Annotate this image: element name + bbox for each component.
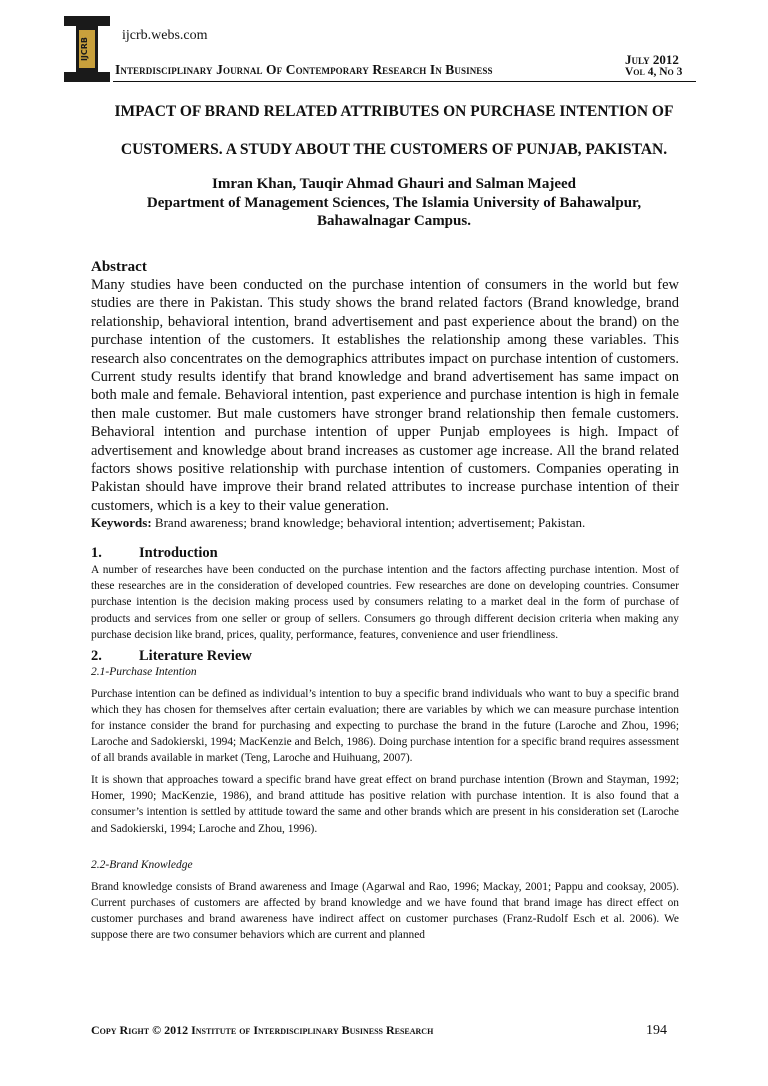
purchase-intention-paragraph-1: Purchase intention can be defined as individual’s intention to buy a specific brand individuals who want to buy a specific brand which they has chosen for themselves after certain evaluation; there are variables by which we can measure purchase intention for instance consider the brand for purchasing and expecting to purchase the brand in the future (Laroche and Zhou, 1996; Laroche and Sadokierski, 1994; MacKenzie and Belch, 1986). Doing purchase intention for a specific brand requires assessment of all brands available in market (Teng, Laroche and Huihuang, 2007). [91, 687, 679, 765]
paper-title-line-1: IMPACT OF BRAND RELATED ATTRIBUTES ON PURCHASE INTENTION OF [114, 103, 674, 120]
keywords [91, 515, 679, 531]
section-number: 2. [91, 647, 102, 664]
brand-knowledge-paragraph: Brand knowledge consists of Brand awareness and Image (Agarwal and Rao, 1996; Mackay, 2001; Pappu and cooksay, 2005). Current purchases of customers are affected by brand knowledge and we have found that brand image has direct effect on customer purchases and brand awareness have indirect affect on customer purchases (Franz-Rudolf Esch et al. 2006). We suppose there are two consumer behaviors which are current and planned [91, 880, 679, 941]
purchase-intention-paragraph-2: It is shown that approaches toward a specific brand have great effect on brand purchase intention (Brown and Stayman, 1992; Homer, 1990; MacKenzie, 1986), and brand attitude has positive relation with purchase intention. It is also found that a consumer’s intention is settled by attitude toward the same and other brands which are present in his consideration set (Laroche and Sadokierski, 1994; Laroche and Zhou, 1996). [91, 774, 679, 835]
abstract-heading: Abstract [91, 259, 147, 275]
page-footer [91, 1023, 679, 1039]
subsection-heading-purchase-intention: 2.1-Purchase Intention [91, 665, 197, 678]
section-heading-literature-review [91, 647, 679, 665]
introduction-paragraph: A number of researches have been conducted on the purchase intention and the factors affecting purchase intention. Most of these researches are in the consideration of developed countries. Few researches are done on developing countries. Consumer purchase intention is the decision making process used by consumers relating to a market deal in the form of purchase of products and services from one seller or group of sellers. Consumers go through different decision criteria when making any purchase decision like brand, prices, quality, performance, features, convenience and user friendliness. [91, 564, 679, 641]
section-title: Introduction [139, 545, 218, 562]
section-title: Literature Review [139, 647, 252, 664]
paper-authors: Imran Khan, Tauqir Ahmad Ghauri and Salman Majeed [212, 176, 576, 192]
keywords-list: Brand awareness; brand knowledge; behavioral intention; advertisement; Pakistan. [154, 515, 586, 531]
section-heading-introduction [91, 544, 679, 562]
paper-affiliation [84, 194, 704, 230]
affiliation-line-2: Bahawalnagar Campus. [317, 213, 471, 229]
spacer [91, 837, 679, 858]
paper-body [91, 258, 679, 943]
abstract-text: Many studies have been conducted on the purchase intention of consumers in the world but few studies are there in Pakistan. This study shows the brand related factors (Brand knowledge, brand relationship, behavioral intention, brand advertisement and past experience about the brand) on the purchase intention of the customers. It establishes the relationship among these variables. This research also concentrates on the demographics attributes impact on purchase intention of customers. Current study results identify that brand knowledge and brand advertisement has same impact on both male and female. Behavioral intention, past experience and purchase intention is high in female then male customer. But male customers have stronger brand relationship then female customers. Behavioral intention and purchase intention of upper Punjab employees is high. Impact of advertisement and knowledge about brand increases as customer age increase. All the brand related factors shows positive relationship with purchase intention of customers. Companies operating in Pakistan should have improve their brand related attributes to increase purchase intention of their customers, which is a key to their value generation. [91, 277, 679, 514]
journal-name: Interdisciplinary Journal Of Contemporary Research In Business [115, 62, 493, 77]
subsection-heading-brand-knowledge: 2.2-Brand Knowledge [91, 858, 193, 871]
header-rule [113, 81, 696, 82]
issue-volume: Vol 4, No 3 [625, 66, 683, 78]
footer-copyright: Copy Right © 2012 Institute of Interdisciplinary Business Research [91, 1023, 434, 1037]
logo-text: IJCRB [80, 36, 89, 62]
paper-title-line-2: CUSTOMERS. A STUDY ABOUT THE CUSTOMERS OF PUNJAB, PAKISTAN. [120, 141, 668, 158]
section-number: 1. [91, 545, 102, 562]
journal-logo [62, 16, 114, 82]
keywords-label: Keywords: [91, 515, 152, 531]
journal-website: ijcrb.webs.com [122, 28, 208, 43]
affiliation-line-1: Department of Management Sciences, The Islamia University of Bahawalpur, [146, 195, 642, 211]
page-number: 194 [646, 1023, 667, 1038]
issue-date: July 2012 [625, 52, 679, 67]
